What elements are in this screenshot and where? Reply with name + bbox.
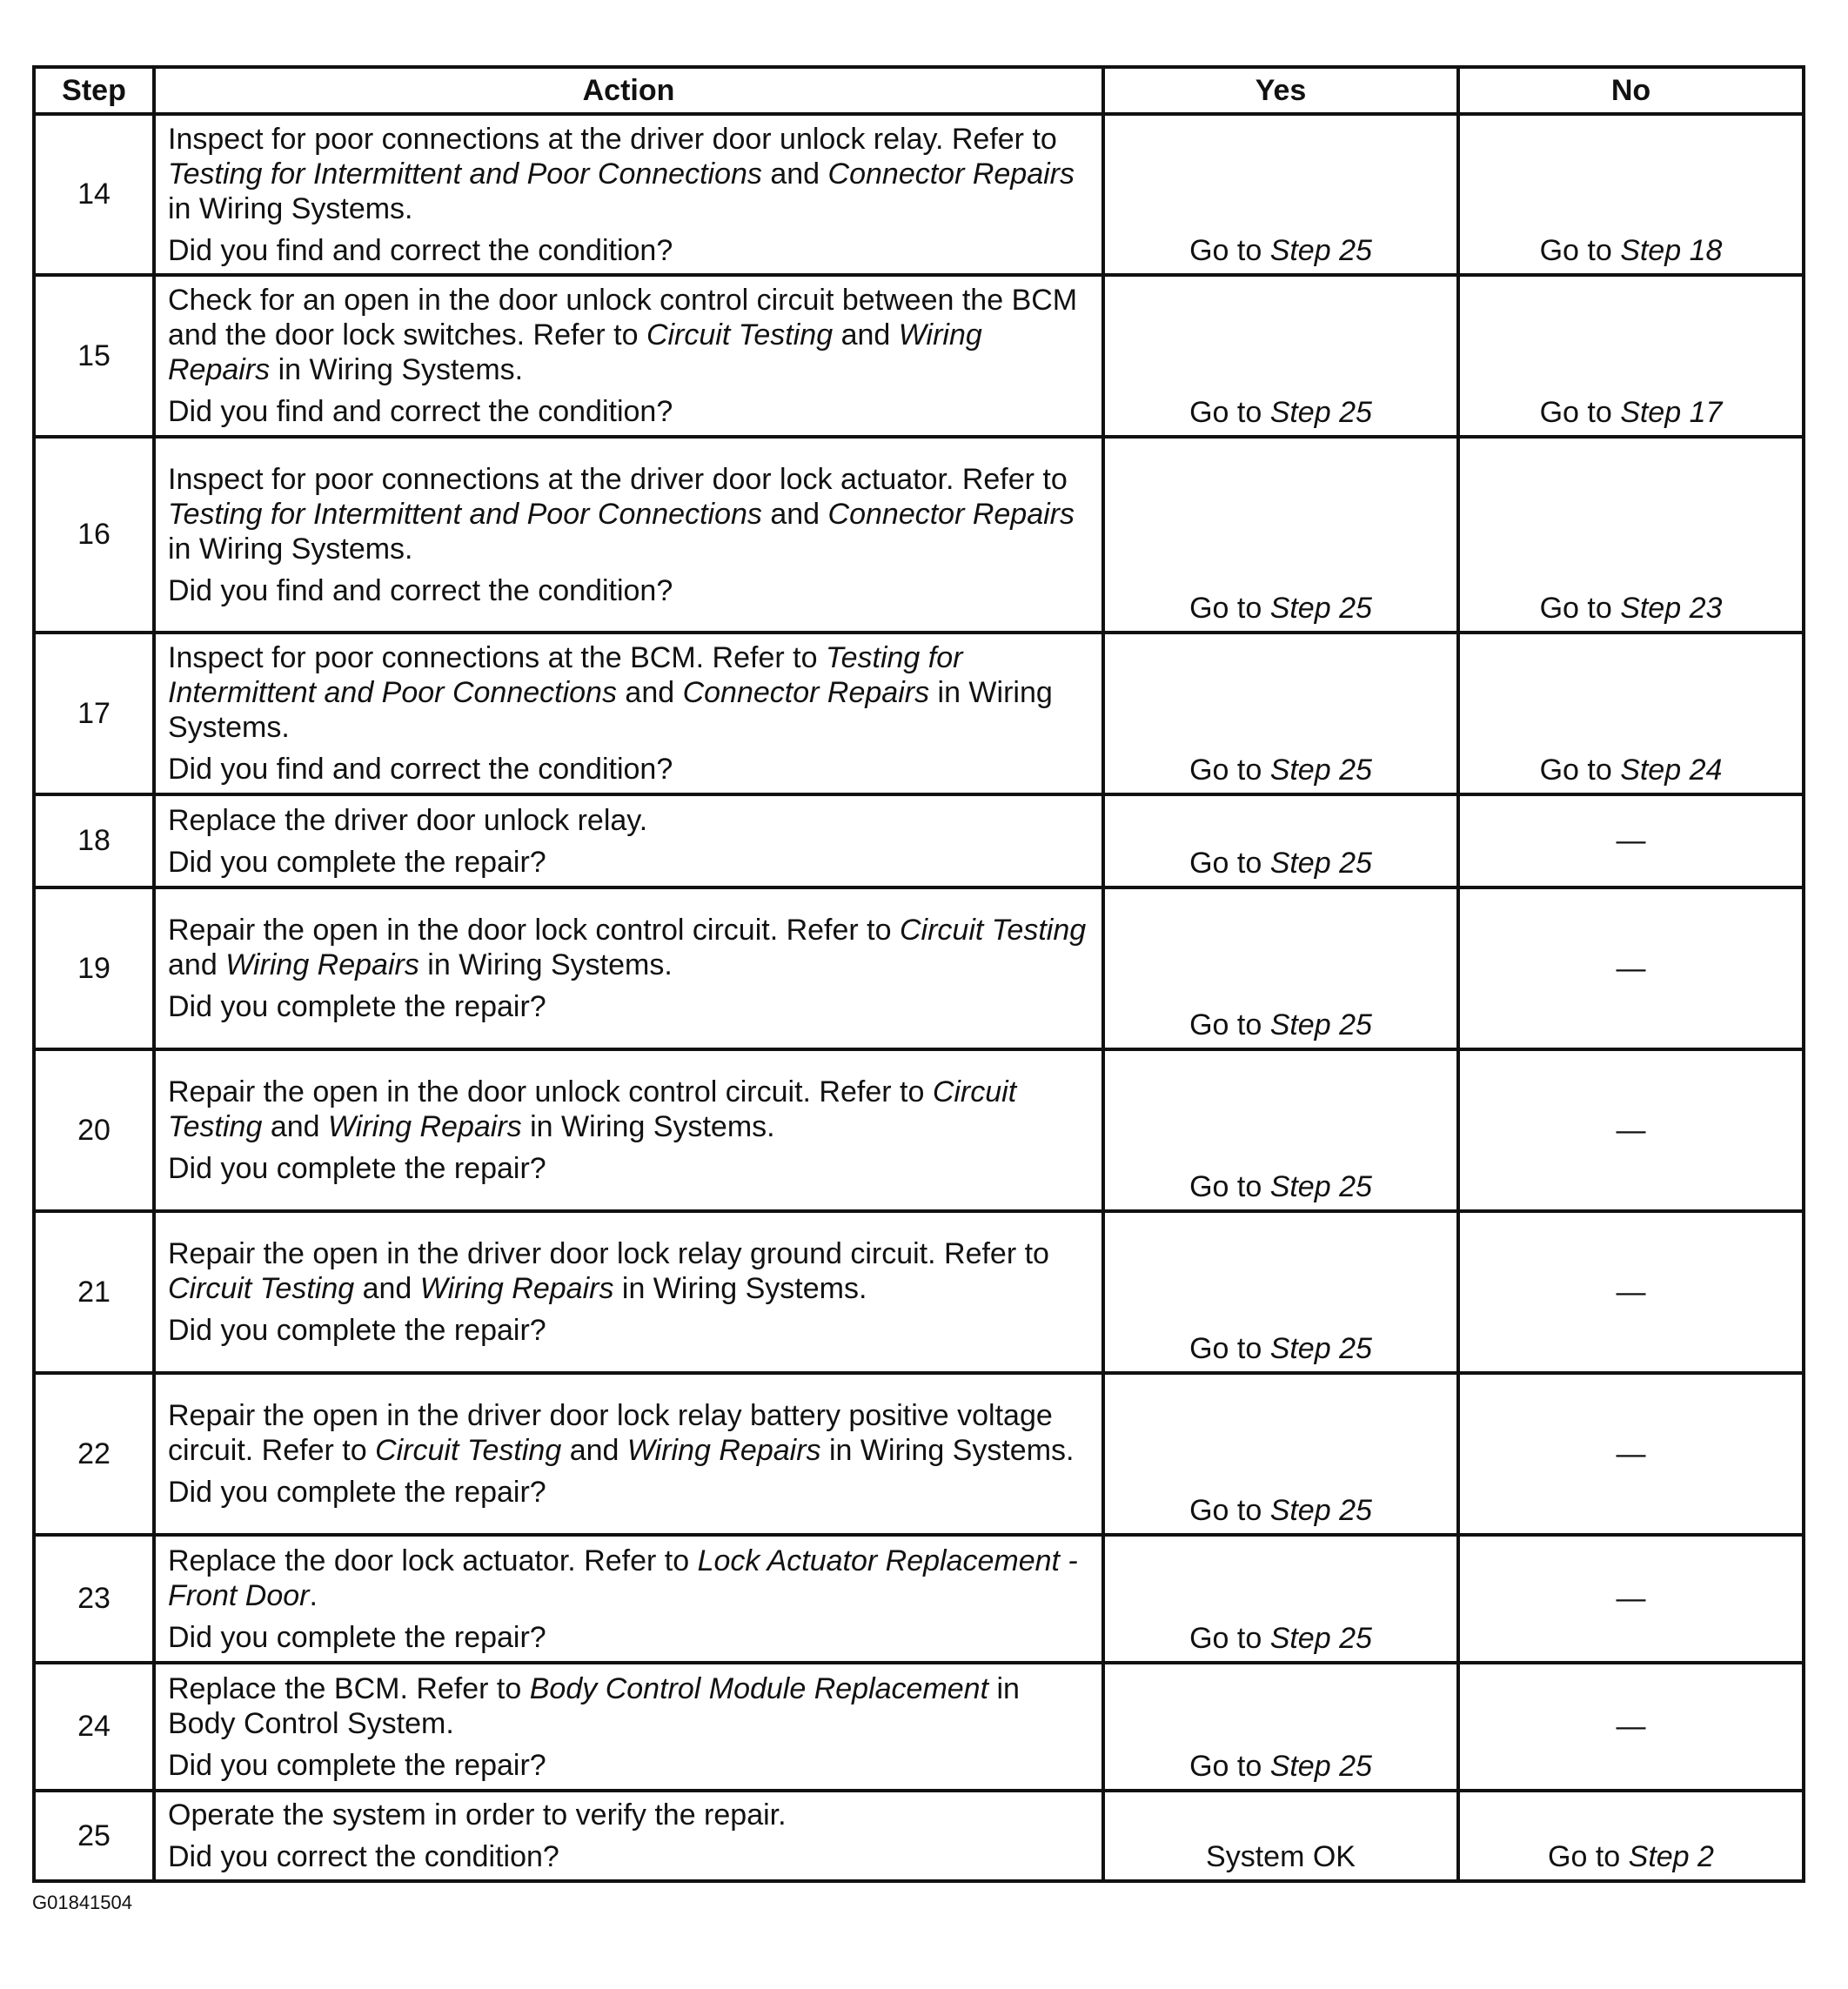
dash-mark: — [1616,951,1646,985]
dash-mark: — [1616,1436,1646,1470]
yes-cell [1103,437,1458,633]
table-header-row [34,67,1804,114]
yes-goto-label: Go to [1189,1494,1270,1527]
reference-title: Wiring Repairs [168,318,982,386]
step-number: 22 [34,1373,154,1535]
no-cell [1458,1663,1804,1791]
no-cell [1458,1791,1804,1881]
action-text: and [354,1272,420,1305]
no-goto-label: Go to [1539,753,1621,787]
step-number: 23 [34,1535,154,1663]
no-cell [1458,437,1804,633]
yes-goto-label: Go to [1189,396,1270,429]
action-description [168,1398,1088,1468]
step-number: 17 [34,633,154,794]
step-number: 19 [34,887,154,1049]
yes-goto-label: Go to [1189,847,1270,880]
action-text: in Wiring Systems. [168,191,413,225]
action-description [168,1236,1088,1306]
no-step-ref: Step 17 [1620,396,1723,429]
header-no: No [1458,67,1804,114]
yes-step-ref: Step 25 [1269,1170,1372,1203]
yes-cell [1103,1373,1458,1535]
action-text: and [168,948,226,981]
dash-mark: — [1616,1710,1646,1743]
no-step-ref: Step 18 [1620,234,1723,267]
table-row [34,275,1804,437]
yes-step-ref: Step 25 [1269,1622,1372,1655]
yes-cell [1103,794,1458,887]
action-text: in Wiring Systems. [820,1434,1075,1467]
action-text: Repair the open in the door lock control circuit. Refer to [168,914,900,947]
no-cell [1458,633,1804,794]
action-text: . [309,1578,318,1612]
action-cell [154,1211,1103,1373]
table-row [34,633,1804,794]
yes-goto-label: Go to [1189,1170,1270,1203]
reference-title: Circuit Testing [168,1075,1017,1143]
yes-goto-label: Go to [1189,1008,1270,1041]
yes-cell [1103,887,1458,1049]
yes-cell [1103,114,1458,275]
action-cell [154,1791,1103,1881]
no-cell [1458,887,1804,1049]
no-cell [1458,1535,1804,1663]
action-question: Did you find and correct the condition? [168,753,673,786]
reference-title: Connector Repairs [827,157,1075,191]
yes-step-ref: Step 25 [1269,1750,1372,1783]
header-action: Action [154,67,1103,114]
no-goto-label: Go to [1548,1840,1629,1873]
action-cell [154,633,1103,794]
action-text: and [616,676,683,709]
action-description [168,283,1088,387]
action-text: in Wiring Systems. [613,1272,867,1305]
action-text: Operate the system in order to verify the repair. [168,1798,787,1832]
yes-goto-label: Go to [1189,234,1270,267]
action-question: Did you complete the repair? [168,1620,546,1654]
reference-title: Wiring Repairs [225,948,419,981]
action-text: in Wiring Systems. [418,948,673,981]
yes-step-ref: Step 25 [1269,1494,1372,1527]
action-description [168,913,1088,982]
action-text: in Wiring Systems. [270,353,524,386]
table-row [34,1049,1804,1211]
diagnostic-table-container [32,65,1802,1883]
action-text: Repair the open in the door unlock control circuit. Refer to [168,1075,933,1108]
yes-goto-label: Go to [1189,1332,1270,1365]
action-text: in Wiring Systems. [521,1110,775,1143]
yes-goto-label: Go to [1189,592,1270,625]
action-question: Did you correct the condition? [168,1840,559,1873]
action-cell [154,1535,1103,1663]
reference-title: Circuit Testing [168,1272,355,1305]
no-goto-label: Go to [1539,234,1621,267]
yes-step-ref: Step 25 [1269,847,1372,880]
action-text: in Body Control System. [168,1671,1020,1740]
reference-title: Circuit Testing [646,318,834,352]
action-text: Inspect for poor connections at the BCM. Refer to [168,641,826,674]
action-cell [154,1373,1103,1535]
no-cell [1458,1373,1804,1535]
action-cell [154,114,1103,275]
yes-cell [1103,1211,1458,1373]
table-row [34,1791,1804,1881]
action-question: Did you complete the repair? [168,845,546,879]
action-text: and [833,318,899,352]
action-description [168,803,1088,838]
table-row [34,887,1804,1049]
yes-cell [1103,1535,1458,1663]
action-text: Check for an open in the door unlock control circuit between the BCM and the door lock switches. Refer to [168,284,1078,352]
table-row [34,1535,1804,1663]
table-row [34,794,1804,887]
no-step-ref: Step 24 [1620,753,1723,787]
action-question: Did you find and correct the condition? [168,395,673,428]
action-text: in Wiring Systems. [168,676,1053,744]
no-cell [1458,275,1804,437]
reference-title: Wiring Repairs [328,1110,522,1143]
action-description [168,1671,1088,1741]
action-description [168,1798,1088,1832]
no-cell [1458,114,1804,275]
reference-title: Circuit Testing [375,1434,562,1467]
yes-step-ref: Step 25 [1269,234,1372,267]
dash-mark: — [1616,1582,1646,1615]
reference-title: Testing for Intermittent and Poor Connections [168,641,963,709]
action-text: and [561,1434,627,1467]
reference-title: Wiring Repairs [419,1272,614,1305]
yes-goto-label: Go to [1189,1622,1270,1655]
reference-title: Testing for Intermittent and Poor Connections [168,157,762,191]
action-text: Repair the open in the driver door lock relay ground circuit. Refer to [168,1237,1049,1270]
no-step-ref: Step 23 [1620,592,1723,625]
header-yes: Yes [1103,67,1458,114]
yes-cell [1103,633,1458,794]
action-text: Replace the BCM. Refer to [168,1671,530,1705]
figure-id: G01841504 [32,1892,132,1913]
dash-mark: — [1616,824,1646,857]
no-cell [1458,794,1804,887]
yes-result-text: System OK [1206,1840,1356,1873]
no-step-ref: Step 2 [1628,1840,1714,1873]
step-number: 25 [34,1791,154,1881]
step-number: 15 [34,275,154,437]
no-cell [1458,1049,1804,1211]
action-text: and [761,497,828,531]
step-number: 24 [34,1663,154,1791]
table-row [34,1211,1804,1373]
action-question: Did you complete the repair? [168,1152,546,1185]
action-question: Did you complete the repair? [168,1476,546,1509]
action-question: Did you complete the repair? [168,1314,546,1347]
table-row [34,1373,1804,1535]
reference-title: Testing for Intermittent and Poor Connections [168,497,762,531]
yes-step-ref: Step 25 [1269,1332,1372,1365]
step-number: 21 [34,1211,154,1373]
yes-goto-label: Go to [1189,1750,1270,1783]
action-text: and [262,1110,328,1143]
yes-cell [1103,275,1458,437]
yes-step-ref: Step 25 [1269,396,1372,429]
step-number: 14 [34,114,154,275]
no-goto-label: Go to [1539,592,1621,625]
action-description [168,1075,1088,1144]
table-row [34,114,1804,275]
diagnostic-table [32,65,1805,1883]
yes-cell [1103,1663,1458,1791]
action-cell [154,887,1103,1049]
action-description [168,122,1088,226]
yes-step-ref: Step 25 [1269,1008,1372,1041]
action-question: Did you find and correct the condition? [168,233,673,267]
dash-mark: — [1616,1113,1646,1147]
no-cell [1458,1211,1804,1373]
action-text: Inspect for poor connections at the driver door lock actuator. Refer to [168,462,1068,496]
reference-title: Connector Repairs [682,676,930,709]
no-goto-label: Go to [1539,396,1621,429]
header-step: Step [34,67,154,114]
action-text: in Wiring Systems. [168,532,413,566]
step-number: 18 [34,794,154,887]
yes-step-ref: Step 25 [1269,753,1372,787]
action-cell [154,275,1103,437]
reference-title: Connector Repairs [827,497,1075,531]
step-number: 16 [34,437,154,633]
dash-mark: — [1616,1275,1646,1309]
yes-cell [1103,1791,1458,1881]
table-row [34,1663,1804,1791]
action-description [168,1544,1088,1613]
yes-goto-label: Go to [1189,753,1270,787]
reference-title: Circuit Testing [900,914,1087,947]
action-description [168,640,1088,745]
action-text: Inspect for poor connections at the driver door unlock relay. Refer to [168,122,1057,156]
action-question: Did you complete the repair? [168,1748,546,1782]
action-cell [154,794,1103,887]
reference-title: Wiring Repairs [626,1434,821,1467]
action-text: and [761,157,828,191]
action-cell [154,437,1103,633]
yes-cell [1103,1049,1458,1211]
action-text: Replace the driver door unlock relay. [168,803,648,837]
action-text: Replace the door lock actuator. Refer to [168,1544,698,1577]
step-number: 20 [34,1049,154,1211]
reference-title: Lock Actuator Replacement - Front Door [168,1544,1078,1612]
table-row [34,437,1804,633]
action-cell [154,1663,1103,1791]
action-description [168,462,1088,566]
reference-title: Body Control Module Replacement [529,1671,989,1705]
action-text: Repair the open in the driver door lock relay battery positive voltage circuit. Refer to [168,1399,1053,1467]
action-question: Did you find and correct the condition? [168,573,673,607]
table-body [34,114,1804,1881]
action-question: Did you complete the repair? [168,990,546,1023]
action-cell [154,1049,1103,1211]
yes-step-ref: Step 25 [1269,592,1372,625]
